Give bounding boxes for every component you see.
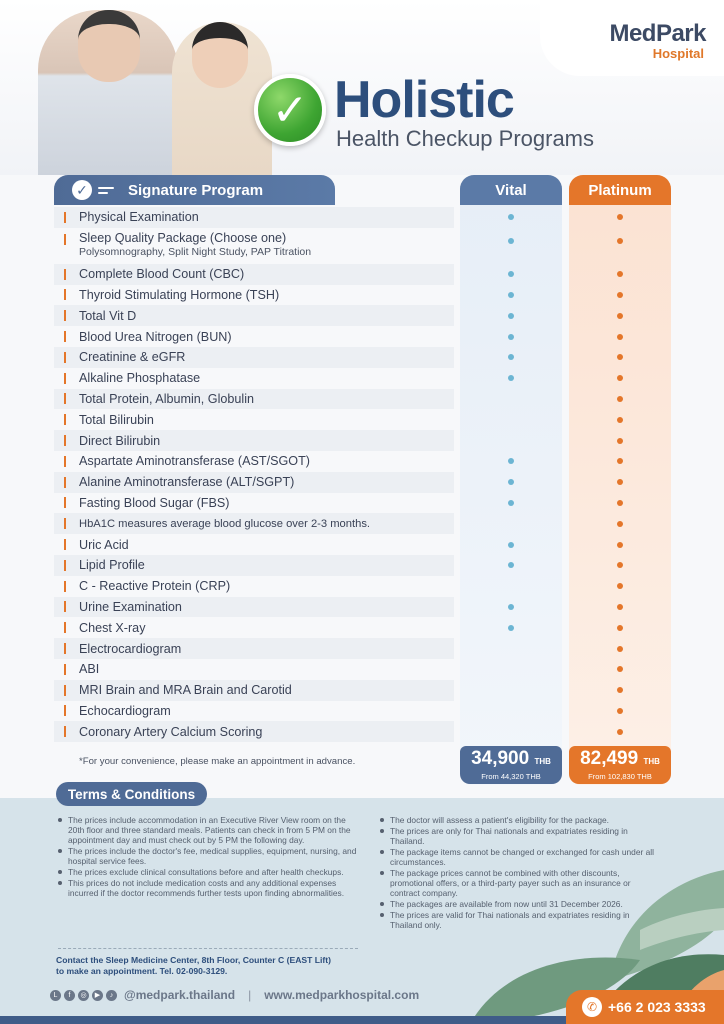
vital-included-dot [508,604,514,610]
terms-right-list [380,815,660,931]
row-marker [64,352,66,363]
logo-card [540,0,724,76]
table-row [54,680,671,701]
divider-line [58,948,358,949]
vital-included-dot [508,542,514,548]
table-row [54,389,671,410]
vital-header: Vital [460,175,562,205]
table-row [54,409,671,430]
platinum-included-dot [617,375,623,381]
row-label: ABI [79,662,100,677]
terms-item: The prices are valid for Thai nationals and expatriates residing in Thailand only. [380,910,660,930]
terms-item: The prices include the doctor's fee, medical supplies, equipment, nursing, and hospital service fees. [58,846,358,866]
row-marker [64,289,66,300]
platinum-included-dot [617,479,623,485]
row-marker [64,726,66,737]
row-label: Thyroid Stimulating Hormone (TSH) [79,287,280,302]
vital-price: 34,900 [471,748,530,769]
program-table [54,207,671,742]
platinum-currency: THB [643,757,660,766]
signature-program-header [54,175,335,205]
vital-included-dot [508,562,514,568]
table-row [54,576,671,597]
facebook-icon[interactable]: f [64,990,75,1001]
row-label: Complete Blood Count (CBC) [79,267,245,282]
platinum-included-dot [617,271,623,277]
table-row [54,264,671,285]
table-row [54,659,671,680]
social-divider: | [248,988,252,1002]
table-row [54,534,671,555]
vital-included-dot [508,625,514,631]
platinum-included-dot [617,214,623,220]
table-row [54,472,671,493]
row-marker [64,560,66,571]
appointment-note: *For your convenience, please make an appointment in advance. [79,756,356,767]
vital-from: From 44,320 [481,772,524,781]
row-marker [64,269,66,280]
platinum-included-dot [617,417,623,423]
page-subtitle: Health Checkup Programs [336,126,595,151]
table-row [54,207,671,228]
platinum-included-dot [617,687,623,693]
platinum-header: Platinum [569,175,671,205]
row-label: HbA1C measures average blood glucose over 2-3 months. [79,517,371,530]
contact-line1: Contact the Sleep Medicine Center, 8th Floor, Counter C (EAST Lift) [56,955,332,965]
list-lines-icon [98,187,114,194]
row-label: Aspartate Aminotransferase (AST/SGOT) [79,454,310,469]
terms-conditions-badge: Terms & Conditions [56,782,207,806]
platinum-from-currency: THB [636,772,652,781]
terms-item: The doctor will assess a patient's eligibility for the package. [380,815,660,825]
terms-item: The packages are available from now until 31 December 2026. [380,899,660,909]
row-marker [64,539,66,550]
check-icon: ✓ [72,180,92,200]
platinum-included-dot [617,625,623,631]
vital-included-dot [508,334,514,340]
row-sublabel: Polysomnography, Split Night Study, PAP Titration [79,245,312,258]
platinum-included-dot [617,500,623,506]
platinum-included-dot [617,458,623,464]
row-label: Total Vit D [79,308,137,323]
row-marker [64,518,66,529]
social-handle[interactable]: @medpark.thailand [124,988,236,1002]
row-label: Total Protein, Albumin, Globulin [79,391,255,406]
table-row [54,430,671,451]
platinum-included-dot [617,334,623,340]
vital-included-dot [508,375,514,381]
checkmark-icon: ✓ [254,74,326,146]
logo-name: MedPark [609,20,706,47]
table-row [54,701,671,722]
platinum-included-dot [617,562,623,568]
terms-left-list [58,815,358,899]
table-row [54,617,671,638]
terms-item: This prices do not include medication costs and any additional expenses incurred if the doctor recommends further tests upon finding abnormalities. [58,878,358,898]
row-marker [64,393,66,404]
row-label: Total Bilirubin [79,412,154,427]
row-marker [64,310,66,321]
table-row [54,638,671,659]
row-label: Echocardiogram [79,703,171,718]
vital-included-dot [508,479,514,485]
row-label: Blood Urea Nitrogen (BUN) [79,329,232,344]
platinum-included-dot [617,583,623,589]
instagram-icon[interactable]: ◎ [78,990,89,1001]
hero-banner [0,0,724,175]
terms-item: The package items cannot be changed or exchanged for cash under all circumstances. [380,847,660,867]
platinum-included-dot [617,313,623,319]
platinum-from: From 102,830 [588,772,635,781]
row-marker [64,685,66,696]
row-marker [64,373,66,384]
platinum-included-dot [617,354,623,360]
row-label: Lipid Profile [79,558,145,573]
phone-icon: ✆ [582,997,602,1017]
phone-number: +66 2 023 3333 [608,999,706,1015]
platinum-included-dot [617,708,623,714]
row-label: Sleep Quality Package (Choose one) Polysomnography, Split Night Study, PAP Titration [79,230,312,258]
table-row [54,305,671,326]
terms-item: The prices exclude clinical consultations before and after health checkups. [58,867,358,877]
row-label: Chest X-ray [79,620,146,635]
platinum-price-box [569,746,671,784]
logo-sub: Hospital [652,46,704,61]
row-marker [64,456,66,467]
vital-included-dot [508,214,514,220]
row-marker [64,435,66,446]
contact-info [56,955,376,977]
phone-button[interactable] [566,990,724,1024]
website-link[interactable]: www.medparkhospital.com [264,988,420,1002]
page-title: Holistic [334,71,514,129]
vital-included-dot [508,271,514,277]
row-marker [64,664,66,675]
platinum-included-dot [617,438,623,444]
platinum-included-dot [617,604,623,610]
row-marker [64,497,66,508]
table-row [54,451,671,472]
vital-included-dot [508,238,514,244]
table-row [54,326,671,347]
row-label: Uric Acid [79,537,129,552]
row-label: Fasting Blood Sugar (FBS) [79,495,230,510]
table-row [54,513,671,534]
terms-item: The prices are only for Thai nationals and expatriates residing in Thailand. [380,826,660,846]
youtube-icon[interactable]: ▶ [92,990,103,1001]
row-label: MRI Brain and MRA Brain and Carotid [79,683,292,698]
row-label: Alkaline Phosphatase [79,371,201,386]
table-row [54,368,671,389]
vital-included-dot [508,458,514,464]
row-label: Urine Examination [79,599,182,614]
row-label: Coronary Artery Calcium Scoring [79,724,263,739]
table-row [54,285,671,306]
vital-included-dot [508,354,514,360]
platinum-included-dot [617,396,623,402]
platinum-price: 82,499 [580,748,639,769]
row-marker [64,234,66,245]
vital-from-currency: THB [525,772,541,781]
table-row [54,228,671,264]
platinum-included-dot [617,542,623,548]
row-marker [64,643,66,654]
man-photo [38,10,178,175]
row-marker [64,581,66,592]
table-row [54,597,671,618]
table-row [54,555,671,576]
vital-price-box [460,746,562,784]
row-label: Alanine Aminotransferase (ALT/SGPT) [79,475,295,490]
row-label: Physical Examination [79,210,199,225]
row-marker [64,331,66,342]
tiktok-icon[interactable]: ♪ [106,990,117,1001]
bottom-strip [0,1016,570,1024]
row-label: Creatinine & eGFR [79,350,186,365]
line-icon[interactable]: L [50,990,61,1001]
row-label: C - Reactive Protein (CRP) [79,579,231,594]
row-label: Electrocardiogram [79,641,182,656]
table-row [54,493,671,514]
row-marker [64,477,66,488]
vital-included-dot [508,500,514,506]
table-row [54,347,671,368]
terms-item: The prices include accommodation in an Executive River View room on the 20th floor and three standard meals. Patients can check in from 5 PM on the appointment day and must check out by 5 PM the following day. [58,815,358,845]
table-row [54,721,671,742]
row-marker [64,212,66,223]
row-marker [64,414,66,425]
platinum-included-dot [617,292,623,298]
contact-line2: to make an appointment. Tel. 02-090-3129. [56,966,228,976]
row-marker [64,705,66,716]
signature-program-label: Signature Program [128,181,264,199]
vital-currency: THB [534,757,551,766]
row-label: Direct Bilirubin [79,433,161,448]
vital-included-dot [508,292,514,298]
social-bar [50,988,419,1002]
vital-included-dot [508,313,514,319]
platinum-included-dot [617,729,623,735]
platinum-included-dot [617,238,623,244]
row-marker [64,622,66,633]
platinum-included-dot [617,646,623,652]
row-marker [64,601,66,612]
terms-item: The package prices cannot be combined with other discounts, promotional offers, or a third-party payer such as an insurance or contract company. [380,868,660,898]
platinum-included-dot [617,666,623,672]
platinum-included-dot [617,521,623,527]
